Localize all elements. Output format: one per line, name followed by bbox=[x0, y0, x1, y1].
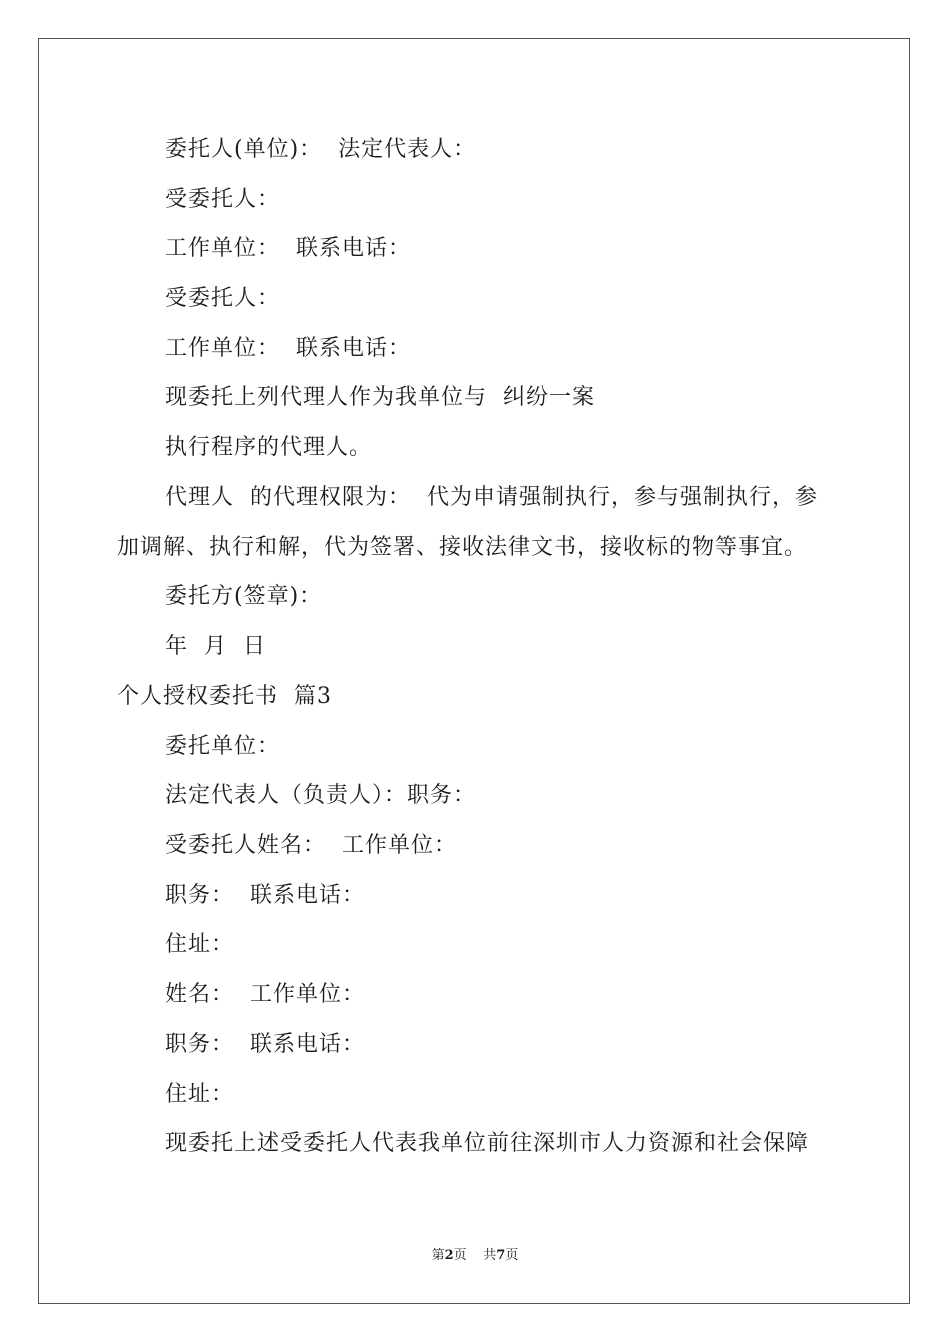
total-prefix: 共 bbox=[483, 1248, 497, 1263]
text-line-agent-2: 受委托人： bbox=[165, 286, 281, 311]
text-line-signature: 委托方(签章)： bbox=[165, 584, 323, 609]
text-line-legal-rep: 法定代表人（负责人）：职务： bbox=[165, 783, 477, 808]
page-suffix: 页 bbox=[453, 1248, 467, 1263]
text-line-agent-address: 住址： bbox=[165, 932, 235, 957]
text-line-authority: 代理人 的代理权限为： 代为申请强制执行，参与强制执行，参 bbox=[165, 485, 818, 510]
text-line-address: 住址： bbox=[165, 1082, 235, 1107]
total-suffix: 页 bbox=[505, 1248, 519, 1263]
text-line-name: 姓名： 工作单位： bbox=[165, 982, 365, 1007]
text-line-agent-title: 职务： 联系电话： bbox=[165, 883, 365, 908]
page-footer bbox=[0, 1246, 950, 1266]
text-line-date: 年 月 日 bbox=[165, 634, 266, 659]
page-total: 7 bbox=[496, 1248, 506, 1263]
page-current: 2 bbox=[444, 1248, 454, 1263]
text-line-agent-name: 受委托人姓名： 工作单位： bbox=[165, 833, 457, 858]
section-heading: 个人授权委托书 篇3 bbox=[117, 684, 332, 709]
text-line-unit: 委托单位： bbox=[165, 734, 281, 759]
text-line-title: 职务： 联系电话： bbox=[165, 1032, 365, 1057]
text-line-agent-2-work: 工作单位： 联系电话： bbox=[165, 336, 411, 361]
text-line-authority-cont: 加调解、执行和解，代为签署、接收法律文书，接收标的物等事宜。 bbox=[117, 535, 808, 560]
text-line-mandate-cont: 执行程序的代理人。 bbox=[165, 435, 373, 460]
page-frame bbox=[38, 38, 910, 1304]
text-line-principal: 委托人(单位)： 法定代表人： bbox=[165, 137, 477, 162]
text-line-agent-1-work: 工作单位： 联系电话： bbox=[165, 236, 411, 261]
page-prefix: 第 bbox=[431, 1248, 445, 1263]
text-line-mandate: 现委托上列代理人作为我单位与 纠纷一案 bbox=[165, 385, 595, 410]
text-line-agent-1: 受委托人： bbox=[165, 187, 281, 212]
text-line-delegation: 现委托上述受委托人代表我单位前往深圳市人力资源和社会保障 bbox=[165, 1131, 810, 1156]
